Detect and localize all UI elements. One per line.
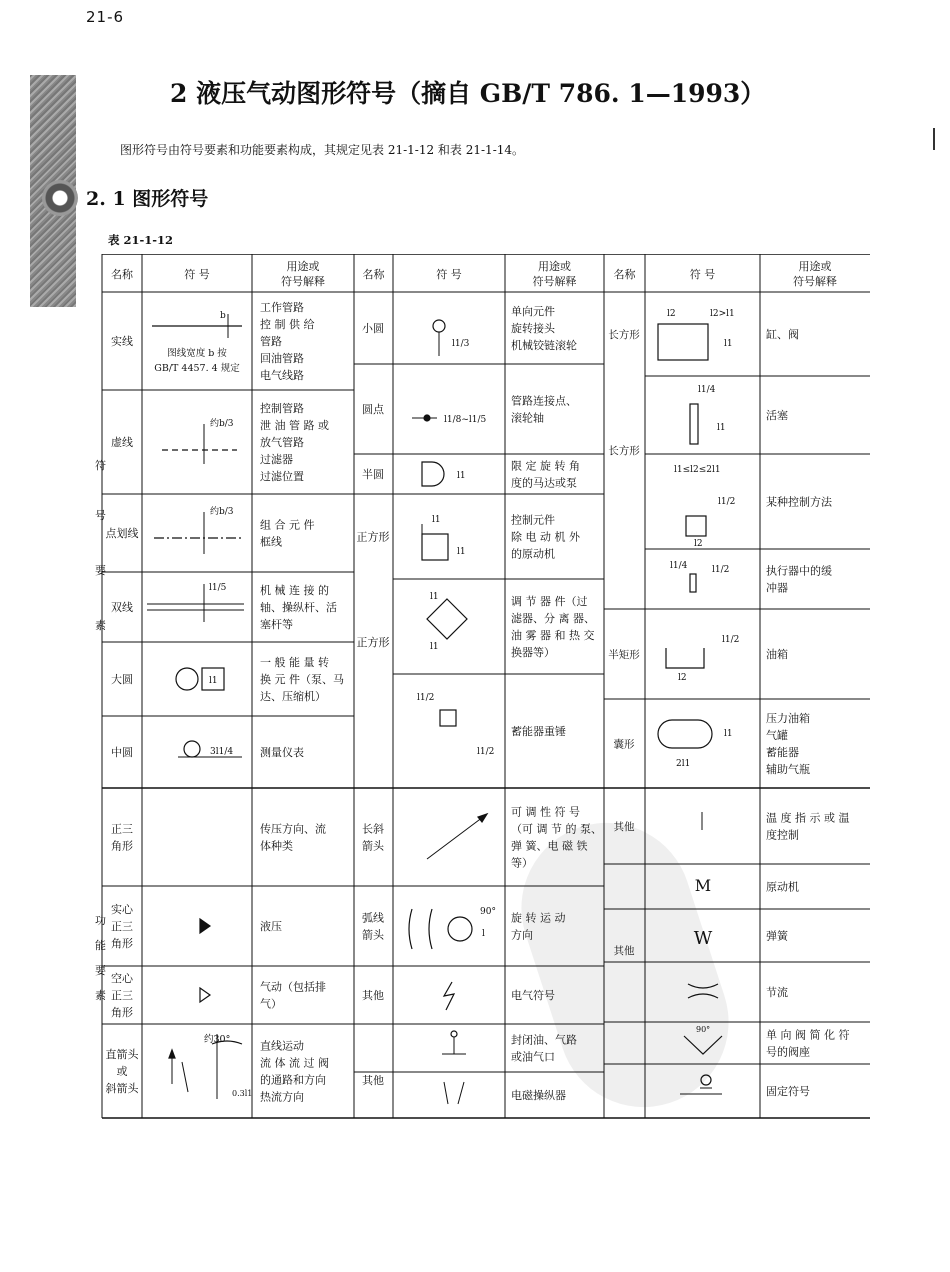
arrow-head (478, 814, 487, 822)
row-usage: 换 元 件（泵、马 (260, 673, 344, 686)
buffer-symbol (690, 574, 696, 592)
row-name: 实心 (111, 903, 133, 916)
dim-label: 90° (480, 907, 496, 917)
row-usage: 放气管路 (260, 436, 304, 449)
dim-label: l2>l1 (710, 309, 735, 319)
group-label: 要 (95, 964, 106, 977)
dim-label: l1/4 (670, 561, 688, 571)
row-usage: 机械铰链滚轮 (511, 339, 577, 352)
row-usage: 执行器中的缓 (766, 564, 832, 578)
row-name: 双线 (111, 601, 133, 614)
row-name: 长方形 (608, 329, 640, 341)
prime-mover-symbol: M (694, 876, 712, 895)
header-name: 名称 (362, 268, 385, 281)
half-rectangle-symbol (666, 648, 704, 668)
port-circle (451, 1031, 457, 1037)
dim-label: l1/5 (209, 583, 227, 593)
row-usage: 压力油箱 (766, 712, 810, 725)
row-usage: 封闭油、气路 (511, 1033, 577, 1047)
row-usage: 滚轮轴 (511, 411, 544, 425)
row-usage: 过滤位置 (260, 470, 304, 483)
header-name: 名称 (111, 268, 133, 281)
dim-label: l1/3 (452, 339, 470, 349)
long-oblique-arrow-symbol (427, 814, 487, 859)
row-name: 小圆 (362, 322, 384, 335)
row-usage: 电磁操纵器 (511, 1089, 566, 1102)
row-name: 角形 (111, 839, 133, 853)
row-usage: 过滤器 (260, 453, 293, 466)
row-usage: 弹 簧、电 磁 铁 (511, 839, 588, 853)
row-usage: 测量仪表 (260, 746, 304, 759)
dim-label: l1/2 (477, 747, 495, 757)
row-name: 正三 (111, 822, 133, 836)
row-name: 正三 (111, 989, 133, 1002)
group-label: 素 (95, 619, 106, 632)
arrow-head (169, 1050, 175, 1058)
table-label: 表 21-1-12 (108, 233, 174, 247)
row-name: 斜箭头 (105, 1082, 139, 1095)
header-usage: 符号解释 (281, 275, 325, 288)
row-name: 长方形 (608, 445, 640, 457)
large-circle-symbol (176, 668, 198, 690)
row-name: 直箭头 (105, 1048, 139, 1061)
row-usage: 管路 (260, 335, 282, 348)
row-name: 箭头 (362, 839, 384, 853)
group-label: 素 (95, 989, 106, 1002)
dim-label: l1 (430, 592, 439, 602)
row-usage: 单 向 阀 简 化 符 (766, 1028, 850, 1042)
row-usage: 等） (511, 856, 533, 870)
subsection-title: 2. 1 图形符号 (86, 188, 209, 210)
dim-label: l1/2 (712, 565, 730, 575)
dim-label: 约30° (204, 1034, 231, 1045)
row-usage: 节流 (766, 986, 788, 999)
dim-label: l1 (432, 515, 441, 525)
row-usage: 调 节 器 件（过 (511, 595, 588, 608)
dim-label: l2 (694, 539, 703, 549)
row-name: 正方形 (356, 530, 390, 544)
row-name: 囊形 (613, 738, 635, 751)
dim-label: l1 (717, 423, 726, 433)
header-usage: 符号解释 (793, 275, 837, 288)
dim-label: l1 (457, 471, 466, 481)
row-usage: 号的阀座 (766, 1045, 810, 1059)
square-symbol (422, 534, 448, 560)
spring-symbol: W (693, 928, 713, 949)
row-usage: 管路连接点、 (511, 394, 577, 408)
rectangle-symbol (658, 324, 708, 360)
hollow-triangle-symbol (200, 988, 210, 1002)
dim-label: 90° (696, 1025, 711, 1034)
arc-circle (448, 917, 472, 941)
oblique-arrow-symbol (182, 1062, 188, 1092)
row-name: 其他 (362, 1074, 384, 1087)
dim-label: l1 (209, 676, 218, 686)
fixed-symbol (701, 1075, 711, 1085)
row-usage: 组 合 元 件 (260, 518, 315, 532)
row-name: 圆点 (362, 403, 384, 416)
arc-arrow-symbol (409, 909, 412, 949)
page-number: 21-6 (86, 8, 125, 26)
row-name: 半圆 (362, 468, 384, 481)
solenoid-symbol (444, 1082, 448, 1104)
header-usage: 符号解释 (532, 275, 577, 288)
dim-label: l (482, 929, 485, 939)
throttle-symbol (688, 984, 718, 998)
row-name: 正三 (111, 920, 133, 933)
header-symbol: 符 号 (184, 268, 210, 281)
row-usage: 传压方向、流 (260, 822, 326, 836)
row-usage: 缸、阀 (766, 328, 799, 341)
row-usage: 机 械 连 接 的 (260, 584, 329, 597)
row-usage: 一 般 能 量 转 (260, 656, 329, 669)
row-usage: 旋 转 运 动 (511, 911, 566, 925)
header-symbol: 符 号 (689, 268, 716, 281)
electric-symbol (444, 982, 454, 1010)
row-usage: 控 制 供 给 (260, 318, 315, 331)
dim-label: l1≤l2≤2l1 (674, 465, 721, 475)
filled-triangle-symbol (200, 919, 210, 933)
row-usage: 温 度 指 示 或 温 (766, 811, 850, 825)
medium-circle-symbol (184, 741, 200, 757)
header-name: 名称 (613, 268, 636, 281)
row-usage: 可 调 性 符 号 (511, 805, 580, 819)
dim-label: l1/8~l1/5 (444, 415, 487, 425)
header-usage: 用途或 (286, 260, 320, 273)
row-name: 其他 (613, 821, 635, 833)
row-usage: 气动（包括排 (260, 980, 326, 994)
row-usage: 电气线路 (260, 369, 304, 382)
valve-seat-symbol (684, 1036, 722, 1054)
row-usage: 度控制 (766, 828, 799, 842)
row-usage: 框线 (260, 535, 282, 549)
capsule-symbol (658, 720, 712, 748)
half-circle-symbol (422, 462, 444, 486)
dim-label: l1/2 (722, 635, 740, 645)
dim-label: l1/2 (417, 693, 435, 703)
dim-label: l1/4 (698, 385, 716, 395)
row-usage: 控制元件 (511, 513, 555, 527)
solenoid-symbol (458, 1082, 464, 1104)
row-usage: 流 体 流 过 阀 (260, 1056, 329, 1070)
diamond-symbol (427, 599, 467, 639)
row-name: 正方形 (356, 636, 390, 649)
row-usage: 塞杆等 (260, 618, 293, 631)
group-label: 能 (95, 939, 106, 952)
row-usage: 热流方向 (260, 1090, 304, 1104)
piston-symbol (690, 404, 698, 444)
symbol-table (92, 254, 870, 1122)
dim-label: 2l1 (676, 759, 691, 769)
row-name: 中圆 (111, 746, 133, 759)
row-name: 角形 (111, 937, 133, 950)
row-usage: 液压 (260, 920, 282, 933)
row-name: 其他 (362, 989, 384, 1002)
dim-label: l1 (724, 729, 733, 739)
row-name: 点划线 (105, 527, 139, 540)
row-name: 长斜 (362, 822, 384, 836)
control-method-symbol (686, 516, 706, 536)
section-title: 2 液压气动图形符号（摘自 GB/T 786. 1—1993） (170, 79, 766, 108)
row-usage: 冲器 (766, 581, 788, 595)
row-usage: 单向元件 (511, 305, 555, 318)
dim-label: 3l1/4 (210, 747, 234, 757)
row-usage: 直线运动 (260, 1039, 304, 1053)
header-usage: 用途或 (798, 260, 832, 273)
dim-label: l1 (724, 339, 733, 349)
row-name: 实线 (111, 335, 133, 348)
header-usage: 用途或 (538, 260, 571, 273)
row-usage: 或油气口 (511, 1050, 555, 1064)
row-usage: 达、压缩机） (260, 690, 326, 703)
row-name: 弧线 (362, 911, 384, 925)
row-name: 空心 (111, 972, 133, 985)
header-symbol: 符 号 (436, 268, 462, 281)
row-usage: 滤器、分 离 器、 (511, 612, 595, 625)
group-label: 功 (95, 914, 106, 927)
row-usage: 轴、操纵杆、活 (260, 601, 337, 614)
row-usage: 蓄能器重锤 (511, 725, 566, 738)
row-name: 虚线 (111, 436, 133, 449)
arc-arrow-symbol (429, 909, 432, 949)
row-usage: 电气符号 (511, 989, 555, 1002)
small-circle-symbol (433, 320, 445, 332)
row-usage: 工作管路 (260, 301, 304, 314)
row-usage: 某种控制方法 (766, 495, 832, 509)
row-usage: 蓄能器 (766, 746, 799, 759)
row-name: 半矩形 (608, 649, 640, 661)
dim-label: l1 (457, 547, 466, 557)
gear-icon (42, 180, 78, 216)
dim-label: l2 (667, 309, 676, 319)
dim-label: l1 (430, 642, 439, 652)
row-usage: 固定符号 (766, 1085, 810, 1098)
row-usage: 旋转接头 (511, 322, 555, 335)
row-usage: 的通路和方向 (260, 1073, 326, 1087)
group-label: 要 (95, 564, 106, 577)
row-usage: 辅助气瓶 (766, 763, 810, 776)
dim-label: l2 (678, 673, 687, 683)
row-usage: 气罐 (766, 729, 788, 742)
row-usage: 油箱 (766, 648, 788, 661)
row-usage: 泄 油 管 路 或 (260, 419, 329, 432)
row-name: 或 (116, 1065, 128, 1078)
row-usage: 限 定 旋 转 角 (511, 459, 580, 473)
row-usage: 回油管路 (260, 352, 304, 365)
row-usage: 气） (260, 997, 282, 1011)
group-label: 符 (95, 459, 106, 472)
row-usage: 度的马达或泵 (511, 476, 577, 490)
row-usage: 控制管路 (260, 402, 304, 415)
row-name: 箭头 (362, 928, 384, 942)
row-usage: 除 电 动 机 外 (511, 530, 580, 544)
row-usage: （可 调 节 的 泵、 (511, 822, 602, 836)
dim-label: 0.3l1 (232, 1089, 253, 1098)
row-usage: 活塞 (766, 409, 788, 422)
dim-label: 约b/3 (210, 507, 234, 517)
symbol-note: GB/T 4457. 4 规定 (154, 363, 240, 374)
row-name: 角形 (111, 1006, 133, 1019)
group-label: 号 (95, 509, 106, 522)
row-usage: 原动机 (766, 880, 799, 894)
row-name: 其他 (613, 945, 635, 957)
row-usage: 的原动机 (511, 547, 555, 561)
row-usage: 换器等） (511, 646, 555, 659)
row-usage: 体种类 (260, 839, 293, 853)
row-usage: 油 雾 器 和 热 交 (511, 629, 595, 642)
row-usage: 弹簧 (766, 929, 788, 943)
margin-mark (933, 128, 935, 150)
dim-label: b (220, 311, 226, 321)
dim-label: 约b/3 (210, 419, 234, 429)
small-square-symbol (440, 710, 456, 726)
symbol-note: 图线宽度 b 按 (167, 348, 227, 359)
dim-label: l1/2 (718, 497, 736, 507)
row-name: 大圆 (111, 673, 133, 686)
intro-paragraph: 图形符号由符号要素和功能要素构成，其规定见表 21-1-12 和表 21-1-14。 (120, 143, 525, 157)
row-usage: 方向 (511, 928, 533, 942)
